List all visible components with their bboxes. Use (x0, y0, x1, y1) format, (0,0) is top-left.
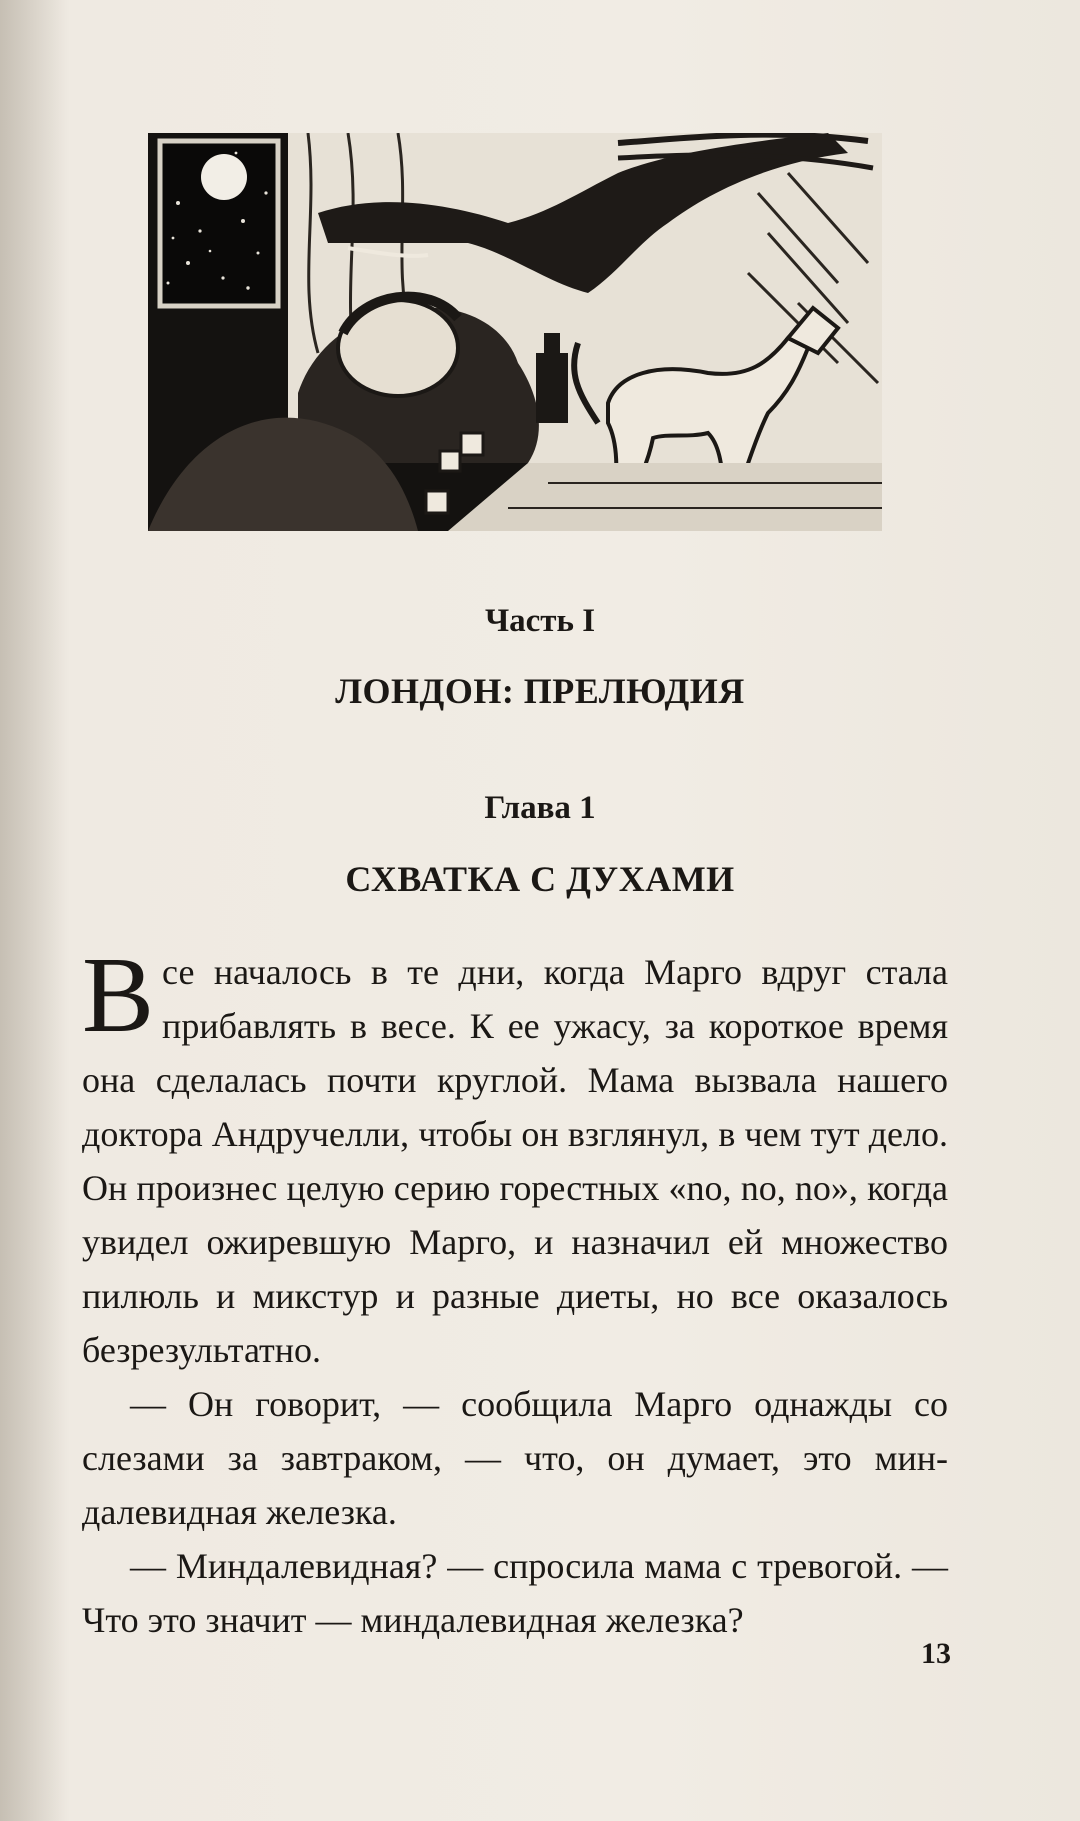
chapter-title: Глава 1 (484, 790, 596, 826)
section-title: ЛОНДОН: ПРЕЛЮДИЯ (335, 671, 745, 711)
chapter-name: СХВАТКА С ДУХАМИ (345, 859, 735, 899)
paragraph-text: се началось в те дни, когда Марго вдруг стала прибавлять в весе. К ее ужасу, за короткое время она сделалась почти круглой. Мама вызвала нашего доктора Андручелли, чтобы он взглянул, в чем тут дело. Он произнес целую серию горестных «no, no, no», когда увидел ожиревшую Марго, и назначил ей множество пилюль и микстур и разные диеты, но все оказалось безрезультатно. (82, 952, 948, 1370)
engraving-image (148, 133, 882, 531)
paragraph: — Миндалевидная? — спросила мама с тревогой. — Что это значит — миндалевидная железка? (82, 1546, 948, 1640)
drop-cap: В (82, 936, 155, 1055)
paragraph (82, 936, 948, 1377)
gutter-shadow (0, 0, 70, 1821)
chapter-illustration (148, 133, 882, 531)
paragraph: — Он говорит, — сообщила Марго однажды со слезами за завтраком, — что, он думает, это миндалевидная железка. (82, 1384, 948, 1532)
body-text (82, 936, 948, 1647)
part-title: Часть I (484, 603, 596, 639)
page-number: 13 (921, 1637, 951, 1670)
